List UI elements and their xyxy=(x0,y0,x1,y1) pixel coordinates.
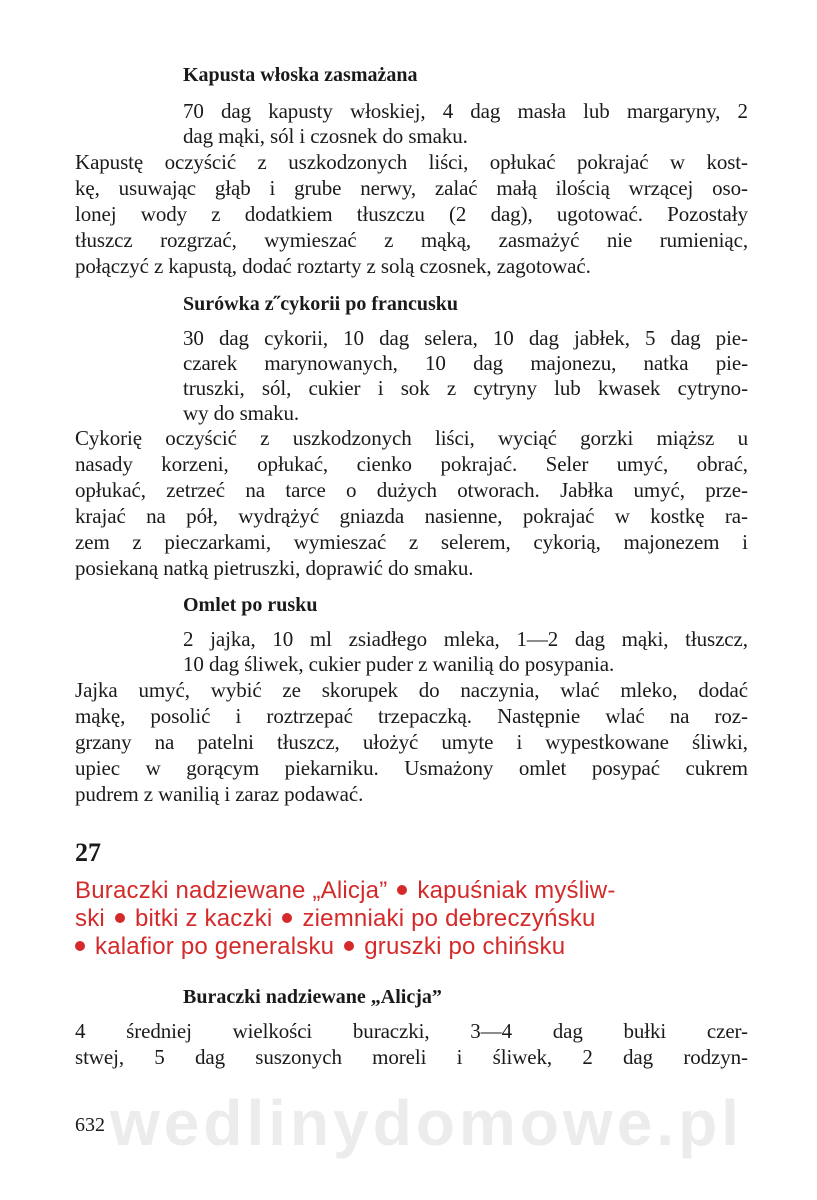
word: Kapustę xyxy=(75,150,144,174)
word: roztrzepać xyxy=(266,704,353,728)
word: cytryny xyxy=(473,376,537,400)
word: wymieszać xyxy=(293,530,387,554)
bullet-icon xyxy=(282,913,292,923)
word: selerem, xyxy=(440,530,511,554)
word: wlać xyxy=(605,704,645,728)
body-line xyxy=(75,755,748,781)
word: liści, xyxy=(434,426,475,450)
word: tłuszcz, xyxy=(685,627,748,651)
word: na xyxy=(669,704,690,728)
word: na xyxy=(245,478,266,502)
word: usuwając xyxy=(118,176,196,200)
word: natka xyxy=(643,351,689,375)
ingredients-line xyxy=(183,325,748,351)
word: otworach. xyxy=(457,478,540,502)
word: omlet xyxy=(518,756,567,780)
word: z xyxy=(260,426,270,450)
word: dag xyxy=(528,326,559,350)
ingredients-line: wy do smaku. xyxy=(183,401,300,425)
word: zasmażyć xyxy=(498,228,580,252)
word: rodzyn- xyxy=(683,1045,748,1069)
word: mąką, xyxy=(420,228,472,252)
body-line xyxy=(75,201,748,227)
word: tłuszcz, xyxy=(276,730,340,754)
word: 10 xyxy=(492,326,514,350)
word: Seler xyxy=(545,452,589,476)
word: pieczarkami, xyxy=(164,530,272,554)
word: naczynia, xyxy=(460,678,540,702)
page-number: 632 xyxy=(75,1114,105,1136)
word: 70 xyxy=(183,99,204,123)
word: dag xyxy=(473,351,504,375)
word: pół, xyxy=(186,504,218,528)
word: dag xyxy=(220,99,252,123)
word: wypestkowane xyxy=(545,730,669,754)
word: opłukać, xyxy=(75,478,146,502)
word: kost- xyxy=(706,150,748,174)
word: umyte xyxy=(441,730,494,754)
word: i xyxy=(235,704,242,728)
word: marynowanych, xyxy=(264,351,398,375)
word: lub xyxy=(554,376,581,400)
word: cukrem xyxy=(685,756,748,780)
word: wielkości xyxy=(232,1019,313,1043)
word: dag xyxy=(379,326,410,350)
word: trzepaczką. xyxy=(378,704,472,728)
bullet-icon xyxy=(397,885,407,895)
word: dag xyxy=(623,1045,654,1069)
word: Następnie xyxy=(497,704,581,728)
word: (2 xyxy=(449,202,467,226)
word: czer- xyxy=(706,1019,748,1043)
recipe-title-surowka: Surówka z˝cykorii po francusku xyxy=(183,293,459,315)
word: 5 xyxy=(154,1045,165,1069)
word: do xyxy=(418,678,440,702)
word: w xyxy=(669,150,685,174)
word: tłuszczu xyxy=(356,202,425,226)
word: dag xyxy=(218,326,249,350)
body-line xyxy=(75,425,748,451)
word: oso- xyxy=(712,176,748,200)
word: selera, xyxy=(424,326,478,350)
ingredients-line xyxy=(183,350,748,376)
word: wrzącej xyxy=(628,176,694,200)
ingredients-line: 10 dag śliwek, cukier puder z wanilią do posypania. xyxy=(183,652,615,676)
word: umyć, xyxy=(138,678,190,702)
word: lonej xyxy=(75,202,117,226)
word: z xyxy=(211,202,221,226)
ingredients-line xyxy=(183,98,748,124)
word: zetrzeć xyxy=(166,478,226,502)
word: 2 xyxy=(737,99,748,123)
word: miąższ xyxy=(656,426,715,450)
word: wybić xyxy=(210,678,262,702)
word: dag xyxy=(574,627,605,651)
menu-line-3 xyxy=(75,932,565,962)
word: pokrajać. xyxy=(440,452,518,476)
word: 4 xyxy=(442,99,454,123)
word: jajka, xyxy=(210,627,256,651)
word: masła xyxy=(517,99,566,123)
watermark: wedlinydomowe.pl xyxy=(110,1087,743,1159)
word: skorupek xyxy=(321,678,398,702)
word: oczyścić xyxy=(164,150,237,174)
word: buraczki, xyxy=(352,1019,430,1043)
word: gorzki xyxy=(580,426,634,450)
word: moreli xyxy=(372,1045,427,1069)
word: majonezem xyxy=(623,530,720,554)
menu-item: ziemniaki po debreczyńsku xyxy=(302,905,596,932)
word: kę, xyxy=(75,176,100,200)
word: mąki, xyxy=(621,627,669,651)
word: rumieniąc, xyxy=(659,228,748,252)
word: mleko, xyxy=(620,678,678,702)
word: margaryny, xyxy=(626,99,721,123)
word: sól, xyxy=(261,376,292,400)
word: stwej, xyxy=(75,1045,124,1069)
ingredients-line xyxy=(75,1018,748,1044)
recipe-title-buraczki: Buraczki nadziewane „Alicja” xyxy=(183,986,442,1008)
word: sok xyxy=(400,376,430,400)
word: rozgrzać, xyxy=(160,228,237,252)
word: cytryno- xyxy=(677,376,748,400)
ingredients-line xyxy=(183,375,748,401)
body-line xyxy=(75,451,748,477)
body-line xyxy=(75,529,748,555)
word: prze- xyxy=(705,478,748,502)
menu-item: ski xyxy=(75,905,105,932)
word: wlać xyxy=(560,678,600,702)
word: 30 xyxy=(183,326,204,350)
word: w xyxy=(145,756,161,780)
word: nasady xyxy=(75,452,133,476)
word: włoskiej, xyxy=(350,99,426,123)
word: posypać xyxy=(591,756,660,780)
word: ugotować. xyxy=(556,202,643,226)
word: posolić xyxy=(150,704,211,728)
word: suszonych xyxy=(255,1045,342,1069)
bullet-icon xyxy=(115,913,125,923)
word: 4 xyxy=(75,1019,86,1043)
word: ilością xyxy=(555,176,610,200)
word: umyć, xyxy=(633,478,685,502)
word: i xyxy=(516,730,523,754)
word: 10 xyxy=(272,627,294,651)
word: wyciąć xyxy=(497,426,557,450)
word: ra- xyxy=(724,504,748,528)
menu-item: gruszki po chińsku xyxy=(364,933,566,960)
word: dag xyxy=(470,99,501,123)
word: kwasek xyxy=(597,376,661,400)
word: wydrążyć xyxy=(238,504,320,528)
word: dag xyxy=(194,1045,225,1069)
word: upiec xyxy=(75,756,120,780)
ingredients-line xyxy=(75,1044,748,1070)
word: u xyxy=(737,426,748,450)
word: cukier xyxy=(308,376,361,400)
word: truszki, xyxy=(183,376,245,400)
menu-item: kalafior po generalsku xyxy=(95,933,335,960)
body-line xyxy=(75,227,748,253)
word: cienko xyxy=(356,452,412,476)
word: i xyxy=(456,1045,463,1069)
word: grube xyxy=(294,176,342,200)
word: z xyxy=(257,150,267,174)
word: Jabłka xyxy=(560,478,614,502)
word: 2 xyxy=(582,1045,593,1069)
word: uszkodzonych xyxy=(288,150,408,174)
word: mąkę, xyxy=(75,704,126,728)
word: i xyxy=(377,376,384,400)
word: oczyścić xyxy=(165,426,237,450)
word: pie- xyxy=(715,351,748,375)
chapter-number: 27 xyxy=(75,838,101,867)
body-line xyxy=(75,703,748,729)
word: jabłek, xyxy=(573,326,630,350)
menu-item: kapuśniak myśliw- xyxy=(417,877,616,904)
word: tarce xyxy=(285,478,326,502)
word: o xyxy=(346,478,357,502)
word: zem xyxy=(75,530,110,554)
recipe-title-kapusta: Kapusta włoska zasmażana xyxy=(183,64,418,86)
word: lub xyxy=(583,99,610,123)
word: z xyxy=(384,228,394,252)
word: mleka, xyxy=(443,627,500,651)
word: piekarniku. xyxy=(284,756,379,780)
word: 10 xyxy=(425,351,446,375)
word: śliwek, xyxy=(492,1045,553,1069)
word: ułożyć xyxy=(362,730,419,754)
word: umyć, xyxy=(616,452,669,476)
word: średniej xyxy=(126,1019,192,1043)
bullet-icon xyxy=(344,941,354,951)
word: w xyxy=(614,504,630,528)
word: dag xyxy=(552,1019,583,1043)
word: Usmażony xyxy=(404,756,494,780)
word: opłukać xyxy=(489,150,556,174)
word: z xyxy=(446,376,457,400)
word: małą xyxy=(496,176,537,200)
word: i xyxy=(742,530,748,554)
word: uszkodzonych xyxy=(292,426,412,450)
ingredients-line xyxy=(183,626,748,652)
word: pokrajać xyxy=(576,150,649,174)
word: roz- xyxy=(714,704,748,728)
word: obrać, xyxy=(696,452,748,476)
word: na xyxy=(154,730,175,754)
word: cykorią, xyxy=(533,530,601,554)
word: 3—4 xyxy=(470,1019,512,1043)
word: zalać xyxy=(434,176,478,200)
word: dodatkiem xyxy=(244,202,333,226)
word: tłuszcz xyxy=(75,228,133,252)
word: na xyxy=(146,504,166,528)
word: zsiadłego xyxy=(348,627,428,651)
word: ze xyxy=(282,678,301,702)
body-line xyxy=(75,503,748,529)
word: Pozostały xyxy=(667,202,748,226)
word: pie- xyxy=(715,326,748,350)
word: nie xyxy=(606,228,633,252)
bullet-icon xyxy=(75,941,85,951)
word: 2 xyxy=(183,627,194,651)
word: czarek xyxy=(183,351,238,375)
word: ml xyxy=(309,627,332,651)
word: bułki xyxy=(623,1019,667,1043)
word: patelni xyxy=(197,730,254,754)
word: liści, xyxy=(428,150,469,174)
word: opłukać, xyxy=(257,452,329,476)
word: z xyxy=(132,530,142,554)
word: nasienne, xyxy=(424,504,503,528)
word: gniazda xyxy=(339,504,405,528)
word: z xyxy=(408,530,419,554)
word: dag), xyxy=(490,202,533,226)
word: dodać xyxy=(698,678,748,702)
word: głąb xyxy=(214,176,251,200)
word: wody xyxy=(140,202,188,226)
word: pokrajać xyxy=(522,504,595,528)
word: nerwy, xyxy=(360,176,417,200)
menu-line-1 xyxy=(75,876,616,906)
body-line: posiekaną natką pietruszki, doprawić do smaku. xyxy=(75,556,474,580)
body-line xyxy=(75,149,748,175)
body-line xyxy=(75,729,748,755)
menu-item: Buraczki nadziewane „Alicja” xyxy=(75,877,388,904)
word: cykorii, xyxy=(264,326,329,350)
word: korzeni, xyxy=(161,452,229,476)
word: i xyxy=(269,176,276,200)
body-line: połączyć z kapustą, dodać roztarty z solą czosnek, zagotować. xyxy=(75,254,591,278)
word: wymieszać xyxy=(264,228,357,252)
word: Cykorię xyxy=(75,426,142,450)
word: kapusty xyxy=(268,99,333,123)
body-line xyxy=(75,477,748,503)
word: gorącym xyxy=(186,756,260,780)
menu-line-2 xyxy=(75,904,596,934)
body-line xyxy=(75,175,748,201)
word: majonezu, xyxy=(530,351,617,375)
ingredients-line: dag mąki, sól i czosnek do smaku. xyxy=(183,124,468,148)
word: 1—2 xyxy=(516,627,559,651)
body-line: pudrem z wanilią i zaraz podawać. xyxy=(75,782,364,806)
word: 5 xyxy=(644,326,656,350)
word: grzany xyxy=(75,730,132,754)
body-line xyxy=(75,677,748,703)
word: dużych xyxy=(376,478,437,502)
word: krajać xyxy=(75,504,126,528)
word: dag xyxy=(670,326,701,350)
word: kostkę xyxy=(650,504,705,528)
menu-item: bitki z kaczki xyxy=(134,905,273,932)
word: Jajka xyxy=(75,678,118,702)
word: 10 xyxy=(343,326,364,350)
recipe-title-omlet: Omlet po rusku xyxy=(183,594,318,616)
word: śliwki, xyxy=(692,730,748,754)
